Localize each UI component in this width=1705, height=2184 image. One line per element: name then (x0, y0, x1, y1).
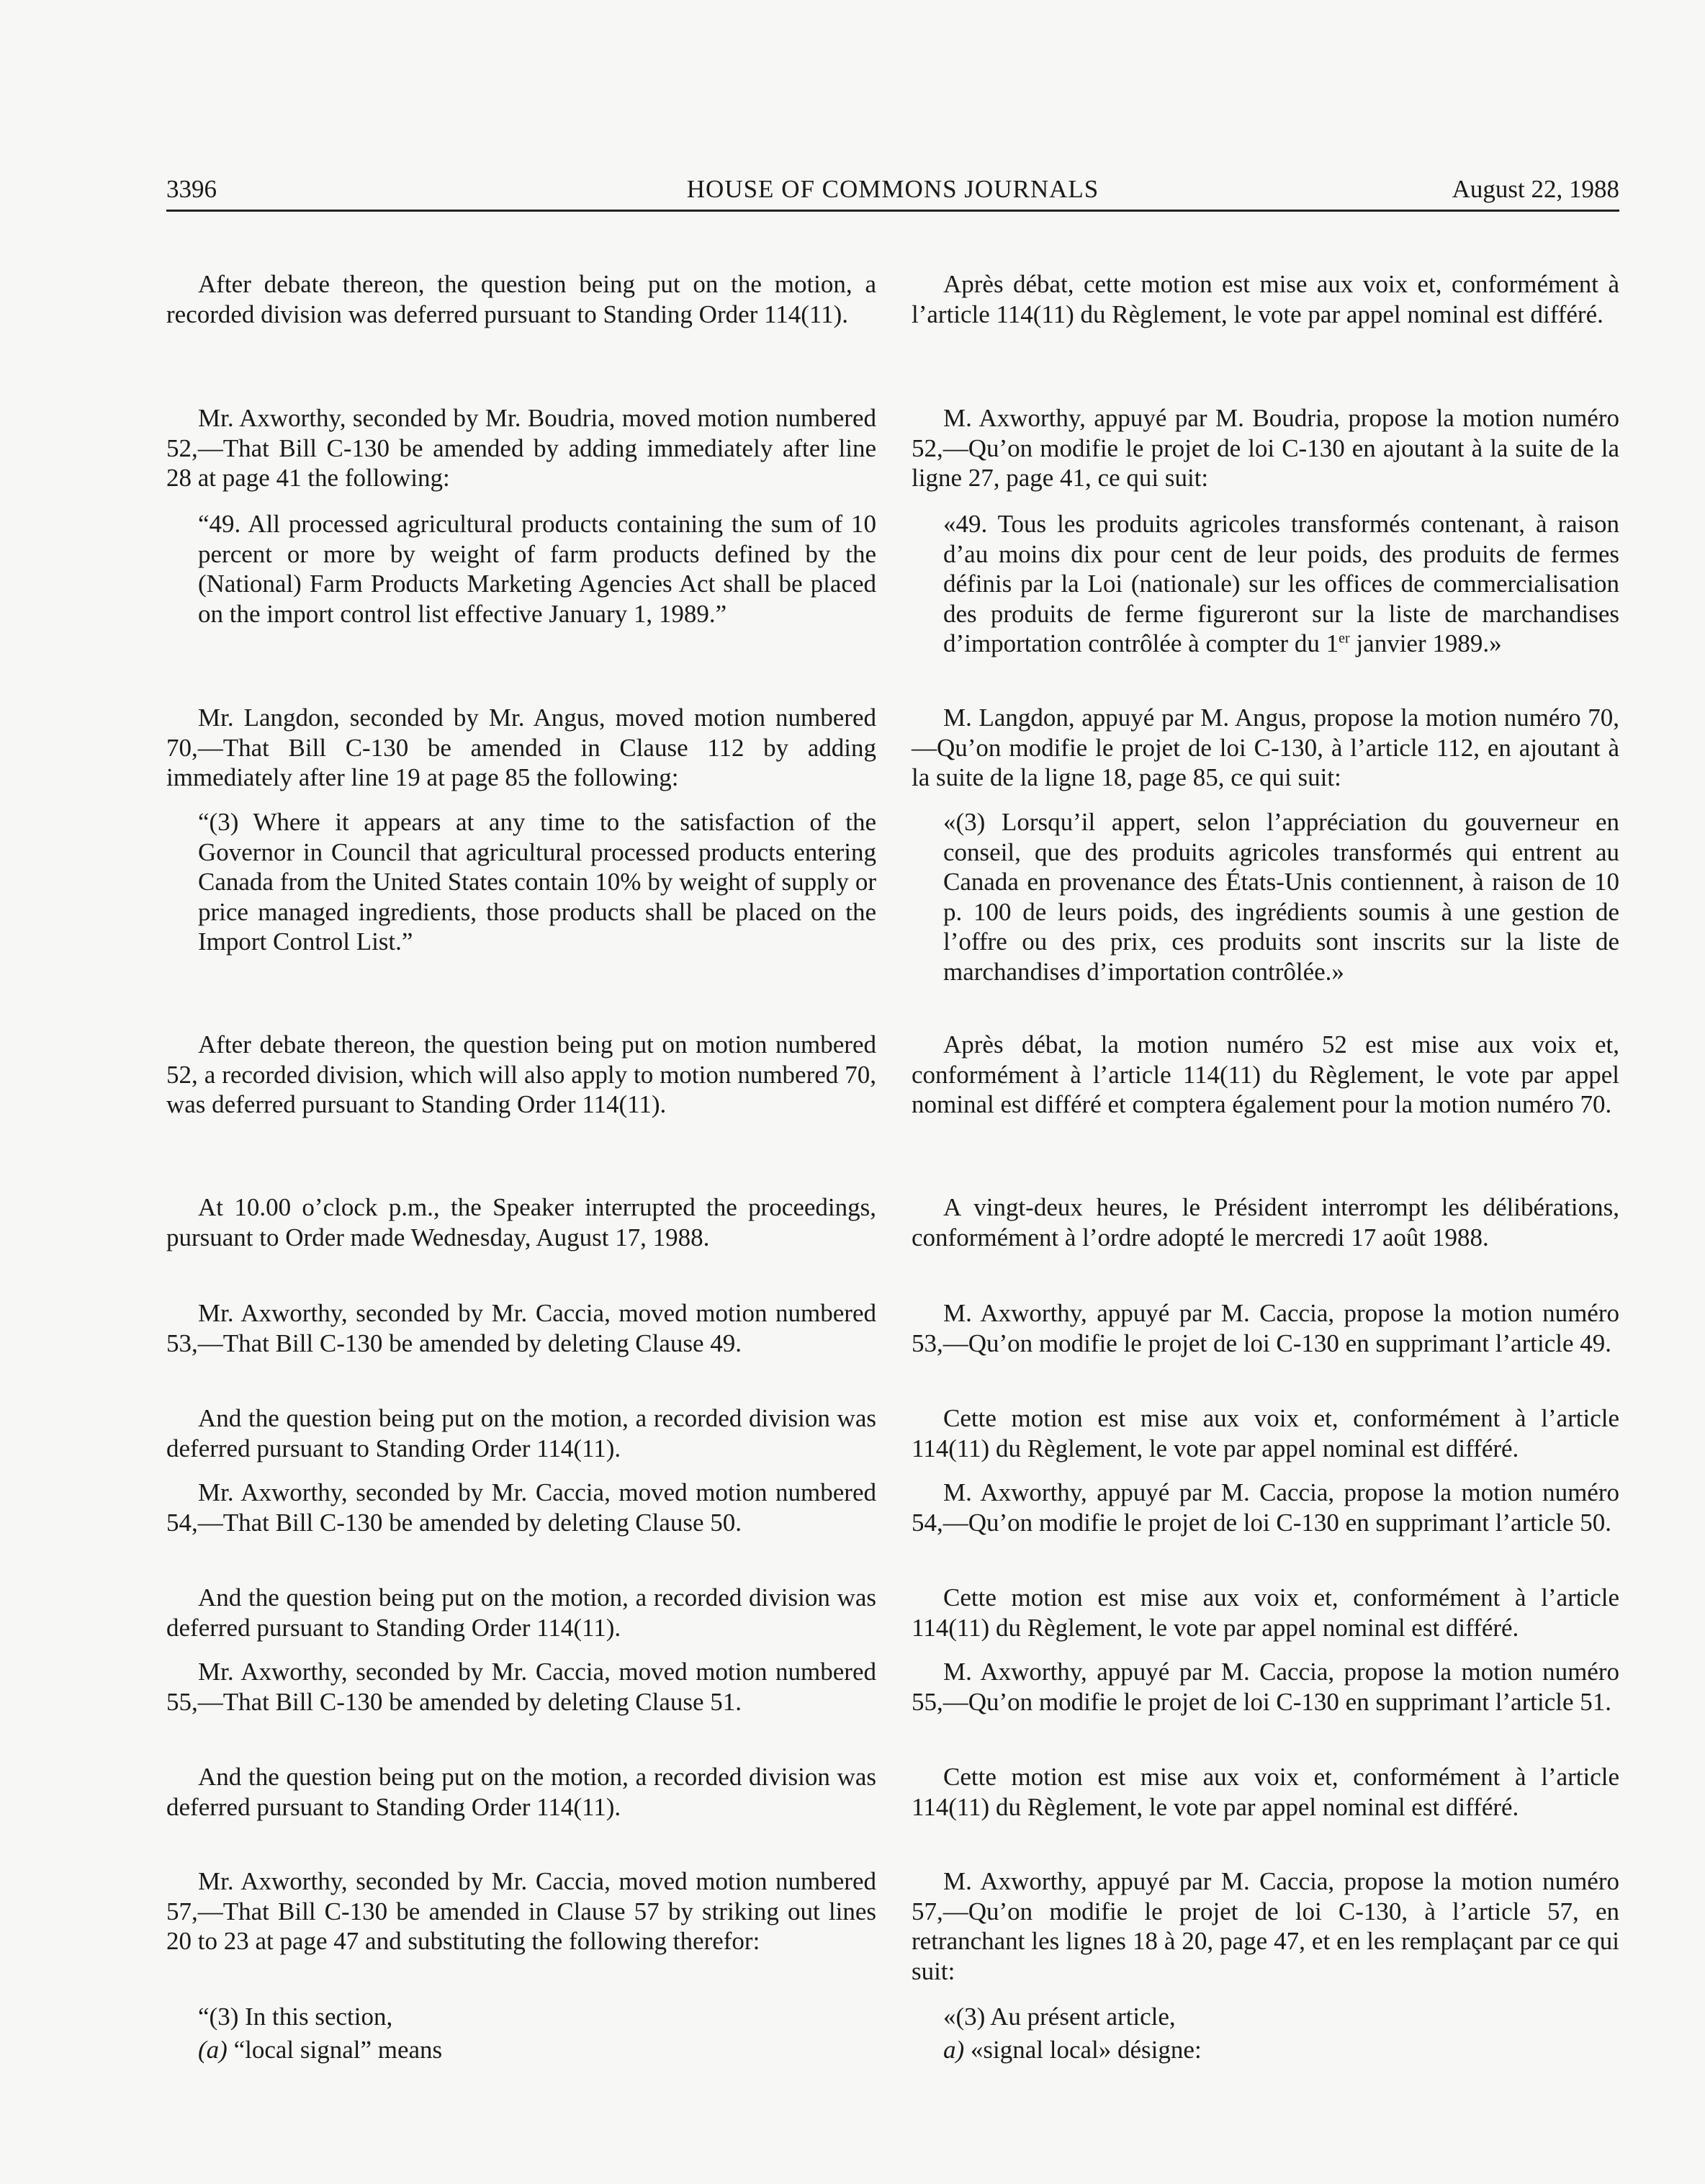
en-paragraph-debate: After debate thereon, the question being put on the motion, a recorded division was deferred pursuant to Standing Order 114(11). (166, 270, 876, 328)
fr-quote-signal-local (943, 2035, 1619, 2065)
fr-paragraph-motion-55: M. Axworthy, appuyé par M. Caccia, propose la motion numéro 55,—Qu’on modifie le projet de loi C-130 en supprimant l’article 51. (912, 1658, 1619, 1716)
en-item-label: (a) (198, 2036, 228, 2064)
fr-paragraph-motion-54: M. Axworthy, appuyé par M. Caccia, propose la motion numéro 54,—Qu’on modifie le projet de loi C-130 en supprimant l’article 50. (912, 1478, 1619, 1537)
fr-quote-clause-49-text: «49. Tous les produits agricoles transformés contenant, à raison d’au moins dix pour cent de leur poids, des produits de fermes définis par la Loi (nationale) sur les offices de commercialisation des produits de ferme figureront sur la liste de marchandises d’importation contrôlée à compter du 1 (943, 510, 1619, 657)
fr-quote-clause-49 (943, 509, 1619, 659)
en-paragraph-deferred-54: And the question being put on the motion, a recorded division was deferred pursuant to Standing Order 114(11). (166, 1583, 876, 1642)
fr-paragraph-motion-57: M. Axworthy, appuyé par M. Caccia, propose la motion numéro 57,—Qu’on modifie le projet de loi C-130, à l’article 57, en retranchant les lignes 18 à 20, page 47, et en les remplaçant par ce qui suit: (912, 1867, 1619, 1985)
fr-paragraph-deferred-54: Cette motion est mise aux voix et, conformément à l’article 114(11) du Règlement, le vote par appel nominal est différé. (912, 1583, 1619, 1642)
fr-paragraph-president-interrupt: A vingt-deux heures, le Président interrompt les délibérations, conformément à l’ordre adopté le mercredi 17 août 1988. (912, 1193, 1619, 1251)
en-paragraph-motion-53: Mr. Axworthy, seconded by Mr. Caccia, moved motion numbered 53,—That Bill C-130 be amended by deleting Clause 49. (166, 1299, 876, 1357)
en-quote-local-signal (198, 2035, 876, 2065)
en-paragraph-deferred-55: And the question being put on the motion, a recorded division was deferred pursuant to Standing Order 114(11). (166, 1763, 876, 1821)
fr-quote-clause-49-tail: janvier 1989.» (1349, 629, 1502, 657)
fr-paragraph-deferred-52-70: Après débat, la motion numéro 52 est mise aux voix et, conformément à l’article 114(11) du Règlement, le vote par appel nominal est différé et comptera également pour la motion numéro 70. (912, 1030, 1619, 1118)
fr-item-label: a) (943, 2036, 965, 2064)
fr-paragraph-motion-52: M. Axworthy, appuyé par M. Boudria, propose la motion numéro 52,—Qu’on modifie le projet de loi C-130 en ajoutant à la suite de la ligne 27, page 41, ce qui suit: (912, 404, 1619, 492)
en-paragraph-motion-55: Mr. Axworthy, seconded by Mr. Caccia, moved motion numbered 55,—That Bill C-130 be amended by deleting Clause 51. (166, 1658, 876, 1716)
page-number: 3396 (166, 175, 217, 203)
fr-quote-au-present-article: «(3) Au présent article, (943, 2003, 1176, 2031)
en-quote-in-this-section: “(3) In this section, (198, 2003, 393, 2031)
fr-item-text: «signal local» désigne: (964, 2036, 1202, 2064)
en-paragraph-motion-52: Mr. Axworthy, seconded by Mr. Boudria, moved motion numbered 52,—That Bill C-130 be amended by adding immediately after line 28 at page 41 the following: (166, 404, 876, 492)
fr-paragraph-deferred-55: Cette motion est mise aux voix et, conformément à l’article 114(11) du Règlement, le vote par appel nominal est différé. (912, 1763, 1619, 1821)
en-paragraph-deferred-52-70: After debate thereon, the question being put on motion numbered 52, a recorded division, which will also apply to motion numbered 70, was deferred pursuant to Standing Order 114(11). (166, 1030, 876, 1118)
en-paragraph-motion-70: Mr. Langdon, seconded by Mr. Angus, moved motion numbered 70,—That Bill C-130 be amended in Clause 112 by adding immediately after line 19 at page 85 the following: (166, 704, 876, 791)
fr-paragraph-motion-70: M. Langdon, appuyé par M. Angus, propose la motion numéro 70,—Qu’on modifie le projet de loi C-130, à l’article 112, en ajoutant à la suite de la ligne 18, page 85, ce qui suit: (912, 704, 1619, 791)
page-header (166, 169, 1619, 212)
fr-paragraph-deferred-53: Cette motion est mise aux voix et, conformément à l’article 114(11) du Règlement, le vote par appel nominal est différé. (912, 1404, 1619, 1462)
en-paragraph-speaker-interrupt: At 10.00 o’clock p.m., the Speaker interrupted the proceedings, pursuant to Order made Wednesday, August 17, 1988. (166, 1193, 876, 1251)
en-item-text: “local signal” means (227, 2036, 443, 2064)
fr-paragraph-debate: Après débat, cette motion est mise aux voix et, conformément à l’article 114(11) du Règlement, le vote par appel nominal est différé. (912, 270, 1619, 328)
en-quote-clause-49: “49. All processed agricultural products containing the sum of 10 percent or more by weight of farm products defined by the (National) Farm Products Marketing Agencies Act shall be placed on the import control list effective January 1, 1989.” (198, 510, 876, 628)
en-paragraph-deferred-53: And the question being put on the motion, a recorded division was deferred pursuant to Standing Order 114(11). (166, 1404, 876, 1462)
en-quote-subsection-3: “(3) Where it appears at any time to the satisfaction of the Governor in Council that agricultural processed products entering Canada from the United States contain 10% by weight of supply or price managed ingredients, those products shall be placed on the Import Control List.” (198, 808, 876, 956)
fr-quote-superscript: er (1339, 630, 1350, 647)
journal-title: HOUSE OF COMMONS JOURNALS (686, 175, 1099, 203)
fr-quote-subsection-3: «(3) Lorsqu’il appert, selon l’appréciation du gouverneur en conseil, que des produits agricoles transformés qui entrent au Canada en provenance des États-Unis contiennent, à raison de 10 p. 100 de leurs poids, des ingrédients soumis à une gestion de l’offre ou des prix, ces produits sont inscrits sur la liste de marchandises d’importation contrôlée.» (943, 808, 1619, 986)
page-date: August 22, 1988 (1452, 175, 1619, 203)
fr-paragraph-motion-53: M. Axworthy, appuyé par M. Caccia, propose la motion numéro 53,—Qu’on modifie le projet de loi C-130 en supprimant l’article 49. (912, 1299, 1619, 1357)
en-paragraph-motion-54: Mr. Axworthy, seconded by Mr. Caccia, moved motion numbered 54,—That Bill C-130 be amended by deleting Clause 50. (166, 1478, 876, 1537)
en-paragraph-motion-57: Mr. Axworthy, seconded by Mr. Caccia, moved motion numbered 57,—That Bill C-130 be amended in Clause 57 by striking out lines 20 to 23 at page 47 and substituting the following therefor: (166, 1867, 876, 1955)
